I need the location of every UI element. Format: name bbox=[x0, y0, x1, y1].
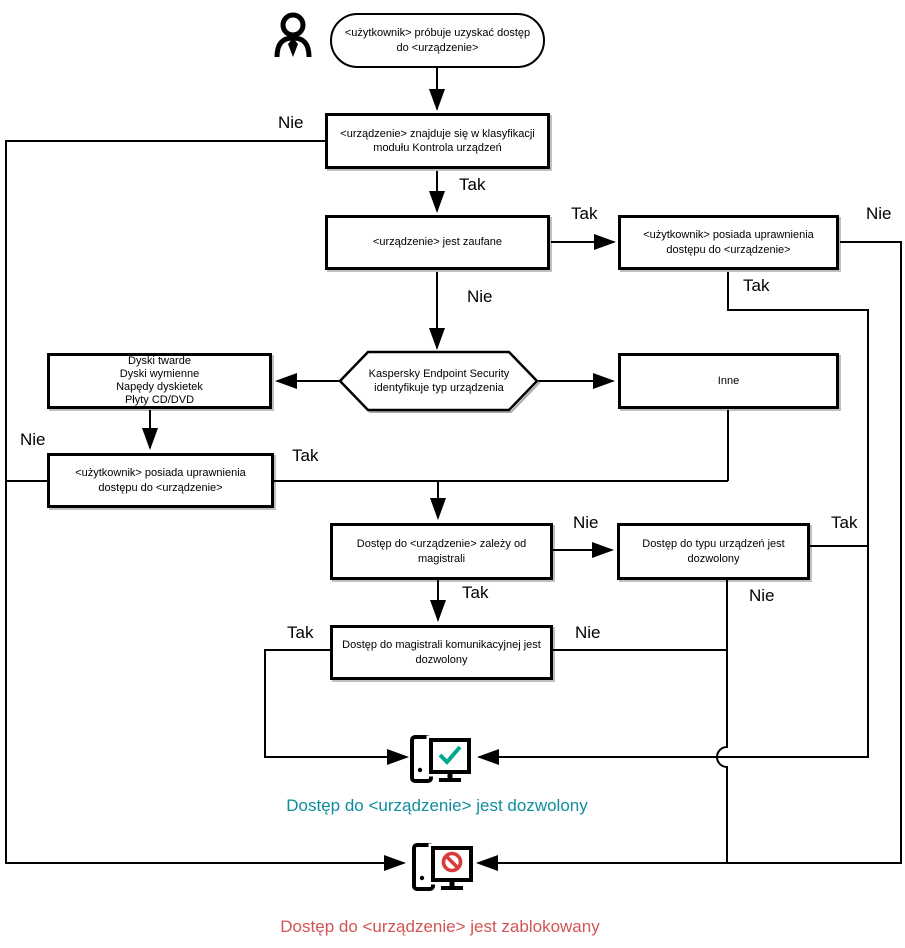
label-classification-nie: Nie bbox=[278, 113, 304, 132]
label-bus-allowed-nie: Nie bbox=[575, 623, 601, 642]
label-bus-allowed-tak: Tak bbox=[287, 623, 314, 642]
node-access-rights-top: <użytkownik> posiada uprawnienia dostępu do <urządzenie> bbox=[618, 215, 839, 270]
label-access-left-nie: Nie bbox=[20, 430, 46, 449]
node-start: <użytkownik> próbuje uzyskać dostęp do <urządzenie> bbox=[330, 13, 545, 68]
label-trusted-tak: Tak bbox=[571, 204, 598, 223]
node-bus-allowed: Dostęp do magistrali komunikacyjnej jest dozwolony bbox=[330, 625, 553, 680]
label-access-top-nie: Nie bbox=[866, 204, 892, 223]
device-type-line: Płyty CD/DVD bbox=[124, 393, 195, 406]
label-type-allowed-tak: Tak bbox=[831, 513, 858, 532]
node-type-allowed: Dostęp do typu urządzeń jest dozwolony bbox=[617, 523, 810, 580]
node-other: Inne bbox=[618, 353, 839, 409]
edge-access-top-tak-to-allowed bbox=[479, 272, 868, 757]
node-access-rights-left: <użytkownik> posiada uprawnienia dostępu do <urządzenie> bbox=[47, 453, 274, 508]
device-blocked-icon bbox=[414, 845, 471, 889]
label-bus-dependent-nie: Nie bbox=[573, 513, 599, 532]
node-identify-label: Kaspersky Endpoint Security identyfikuje typ urządzenia bbox=[368, 367, 510, 394]
node-device-types bbox=[47, 353, 272, 409]
device-type-line: Dyski wymienne bbox=[119, 368, 200, 381]
label-bus-dependent-tak: Tak bbox=[462, 583, 489, 602]
caption-access-allowed: Dostęp do <urządzenie> jest dozwolony bbox=[286, 796, 588, 815]
device-type-line: Napędy dyskietek bbox=[116, 381, 203, 393]
label-access-left-tak: Tak bbox=[292, 446, 319, 465]
node-classification: <urządzenie> znajduje się w klasyfikacji modułu Kontrola urządzeń bbox=[325, 113, 550, 169]
device-type-line: Dyski twarde bbox=[128, 355, 191, 368]
edge-type-allowed-nie-with-hop bbox=[717, 580, 727, 863]
label-classification-tak: Tak bbox=[459, 175, 486, 194]
caption-access-blocked: Dostęp do <urządzenie> jest zablokowany bbox=[280, 917, 600, 936]
node-bus-dependent: Dostęp do <urządzenie> zależy od magistrali bbox=[330, 523, 553, 580]
device-allowed-icon bbox=[412, 737, 469, 781]
label-type-allowed-nie: Nie bbox=[749, 586, 775, 605]
label-access-top-tak: Tak bbox=[743, 276, 770, 295]
node-trusted: <urządzenie> jest zaufane bbox=[325, 215, 550, 270]
user-icon bbox=[277, 15, 309, 57]
label-trusted-nie: Nie bbox=[467, 287, 493, 306]
